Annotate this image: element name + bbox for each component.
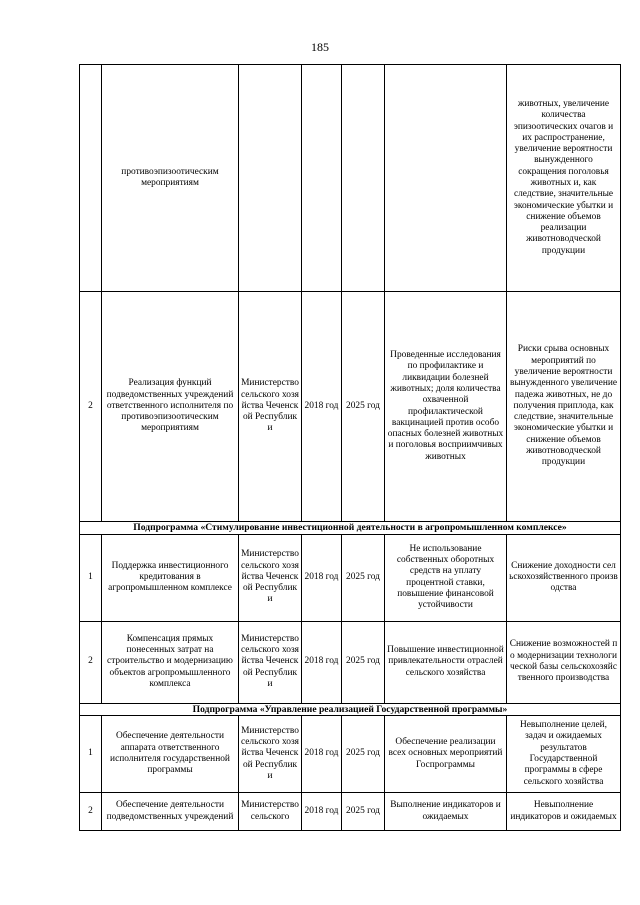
subprogram-header — [80, 522, 621, 535]
page-number: 185 — [311, 40, 329, 54]
end-year-cell: 2025 год — [342, 534, 385, 621]
event-cell: Обеспечение деятельности аппарата ответственного исполнителя государственной программы — [102, 716, 239, 793]
event-cell: Обеспечение деятельности подведомственных учреждений — [102, 793, 239, 831]
row-number: 2 — [80, 292, 102, 522]
result-cell — [385, 65, 507, 292]
end-year-cell: 2025 год — [342, 716, 385, 793]
risk-cell: Снижение доходности сельскохозяйственного производства — [507, 534, 621, 621]
end-year-cell: 2025 год — [342, 292, 385, 522]
executor-cell: Министерство сельского — [239, 793, 302, 831]
risk-cell: животных, увеличение количества эпизоотических очагов и их распространение, увеличение вероятности вынужденного сокращения поголовья животных и, как следствие, значительные экономические убытки и снижение объемов реализации животноводческой продукции — [507, 65, 621, 292]
result-cell: Обеспечение реализации всех основных мероприятий Госпрограммы — [385, 716, 507, 793]
subprogram-header — [80, 703, 621, 716]
start-year-cell: 2018 год — [302, 534, 342, 621]
table-row — [80, 621, 621, 703]
table-row — [80, 716, 621, 793]
executor-cell: Министерство сельского хозяйства Чеченской Республики — [239, 716, 302, 793]
executor-cell — [239, 65, 302, 292]
event-cell: Реализация функций подведомственных учреждений ответственного исполнителя по противоэпизоотическим мероприятиям — [102, 292, 239, 522]
subprogram-title: Подпрограмма «Управление реализацией Государственной программы» — [80, 703, 621, 716]
start-year-cell: 2018 год — [302, 292, 342, 522]
table-row — [80, 65, 621, 292]
risk-cell: Снижение возможностей по модернизации технологической базы сельскохозяйственного производства — [507, 621, 621, 703]
risk-cell: Риски срыва основных мероприятий по увеличение вероятности вынужденного увеличение падежа животных, не до получения приплода, как следствие, значительные экономические убытки и снижение объемов животноводческой продукции — [507, 292, 621, 522]
start-year-cell: 2018 год — [302, 621, 342, 703]
event-cell: противоэпизоотическим мероприятиям — [102, 65, 239, 292]
table-row — [80, 793, 621, 831]
start-year-cell — [302, 65, 342, 292]
result-cell: Повышение инвестиционной привлекательности отраслей сельского хозяйства — [385, 621, 507, 703]
row-number: 1 — [80, 716, 102, 793]
table-row — [80, 292, 621, 522]
row-number: 2 — [80, 621, 102, 703]
result-cell: Проведенные исследования по профилактике и ликвидации болезней животных; доля количества охваченной профилактической вакцинацией против особо опасных болезней животных и поголовья восприимчивых животных — [385, 292, 507, 522]
end-year-cell: 2025 год — [342, 793, 385, 831]
executor-cell: Министерство сельского хозяйства Чеченской Республики — [239, 534, 302, 621]
start-year-cell: 2018 год — [302, 793, 342, 831]
risk-cell: Невыполнение индикаторов и ожидаемых — [507, 793, 621, 831]
result-cell: Не использование собственных оборотных средств на уплату процентной ставки, повышение финансовой устойчивости — [385, 534, 507, 621]
end-year-cell — [342, 65, 385, 292]
start-year-cell: 2018 год — [302, 716, 342, 793]
event-cell: Компенсация прямых понесенных затрат на строительство и модернизацию объектов агропромышленного комплекса — [102, 621, 239, 703]
subprogram-title: Подпрограмма «Стимулирование инвестиционной деятельности в агропромышленном комплексе» — [80, 522, 621, 535]
risk-cell: Невыполнение целей, задач и ожидаемых результатов Государственной программы в сфере сельского хозяйства — [507, 716, 621, 793]
row-number: 2 — [80, 793, 102, 831]
executor-cell: Министерство сельского хозяйства Чеченской Республики — [239, 621, 302, 703]
table-row — [80, 534, 621, 621]
row-number — [80, 65, 102, 292]
row-number: 1 — [80, 534, 102, 621]
result-cell: Выполнение индикаторов и ожидаемых — [385, 793, 507, 831]
end-year-cell: 2025 год — [342, 621, 385, 703]
executor-cell: Министерство сельского хозяйства Чеченской Республики — [239, 292, 302, 522]
risk-table — [79, 64, 621, 831]
event-cell: Поддержка инвестиционного кредитования в агропромышленном комплексе — [102, 534, 239, 621]
